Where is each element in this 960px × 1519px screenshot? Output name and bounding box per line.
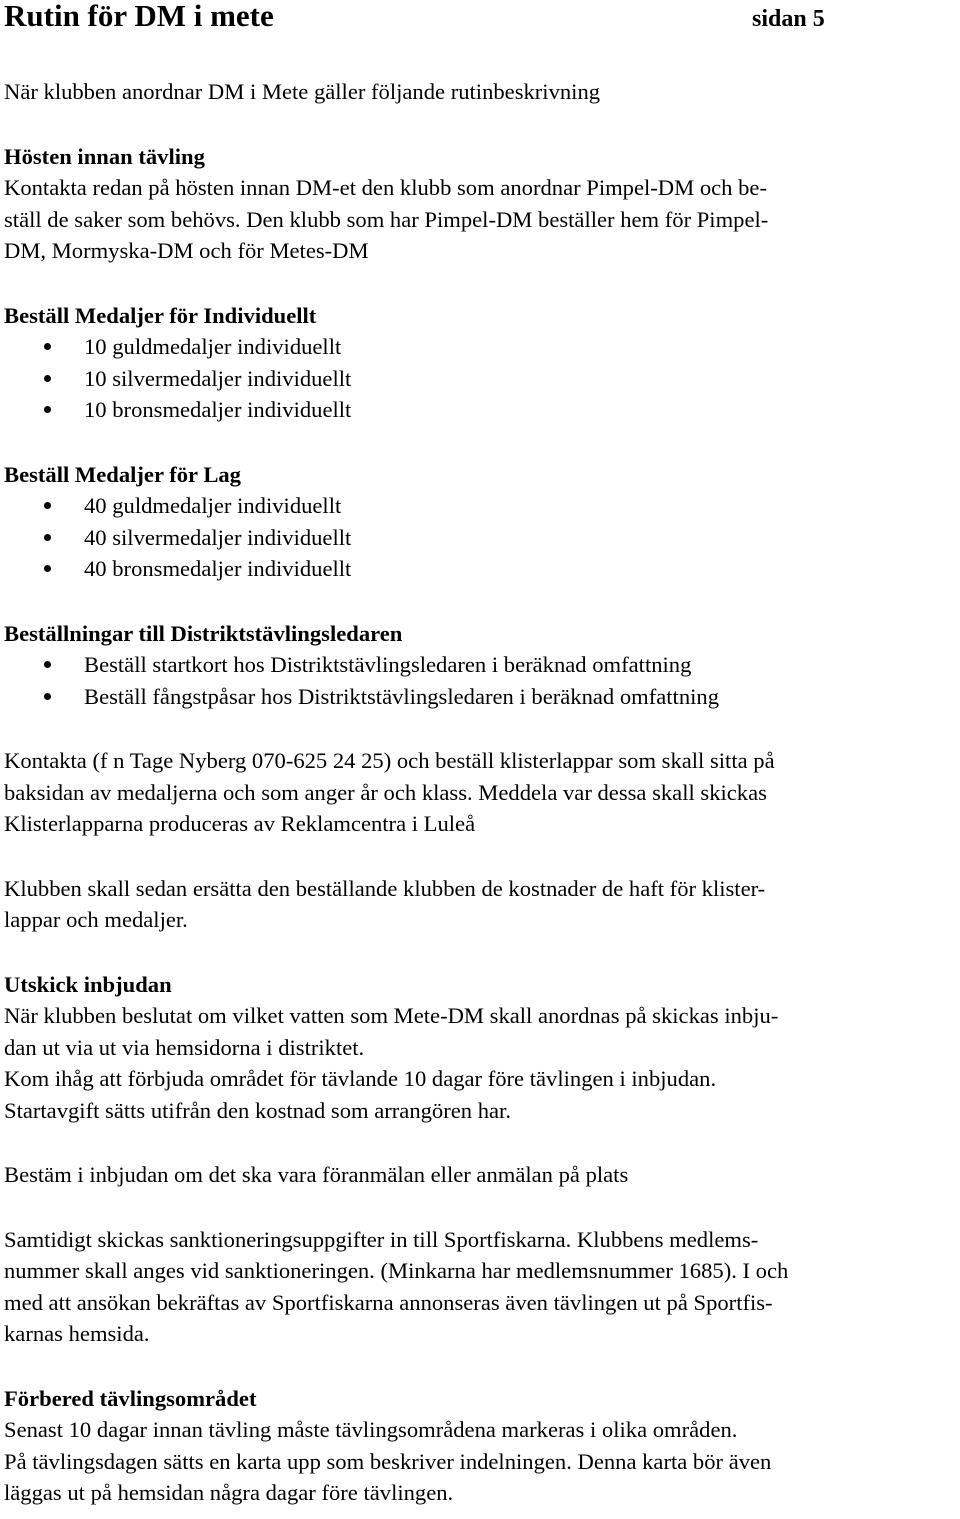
- list-item: 40 guldmedaljer individuellt: [4, 490, 944, 522]
- bullet-icon: [44, 693, 51, 700]
- section-forbered: [4, 1383, 944, 1509]
- section-heading: Beställ Medaljer för Individuellt: [4, 302, 317, 328]
- list-item: 10 bronsmedaljer individuellt: [4, 394, 944, 426]
- paragraph-line: På tävlingsdagen sätts en karta upp som beskriver indelningen. Denna karta bör även: [4, 1448, 772, 1474]
- paragraph-line: Kom ihåg att förbjuda området för tävlande 10 dagar före tävlingen i inbjudan.: [4, 1066, 717, 1091]
- list-item: Beställ fångstpåsar hos Distriktstävlingsledaren i beräknad omfattning: [4, 681, 944, 713]
- page-number: sidan 5: [752, 6, 825, 32]
- bullet-list: [4, 331, 944, 426]
- section-heading: Hösten innan tävling: [4, 143, 205, 169]
- bullet-icon: [44, 375, 51, 382]
- page-title: Rutin för DM i mete: [4, 0, 274, 33]
- section-lag: [4, 459, 944, 585]
- paragraph-line: med att ansökan bekräftas av Sportfiskarna annonseras även tävlingen ut på Sportfis-: [4, 1289, 773, 1315]
- bullet-icon: [44, 406, 51, 413]
- paragraph-line: Senast 10 dagar innan tävling måste tävlingsområdena markeras i olika områden.: [4, 1417, 738, 1442]
- paragraph-line: baksidan av medaljerna och som anger år och klass. Meddela var dessa skall skickas: [4, 779, 767, 805]
- bullet-icon: [44, 343, 51, 350]
- paragraph-line: DM, Mormyska-DM och för Metes-DM: [4, 238, 369, 263]
- section-individuellt: [4, 300, 944, 426]
- section-bestam: [4, 1159, 944, 1191]
- intro-text: När klubben anordnar DM i Mete gäller följande rutinbeskrivning: [4, 79, 601, 104]
- paragraph-line: Klisterlapparna produceras av Reklamcentra i Luleå: [4, 811, 476, 836]
- paragraph-line: dan ut via ut via hemsidorna i distriktet.: [4, 1034, 365, 1060]
- paragraph-line: När klubben beslutat om vilket vatten som Mete-DM skall anordnas på skickas inbju-: [4, 1003, 779, 1028]
- bullet-list: [4, 649, 944, 712]
- bullet-icon: [44, 661, 51, 668]
- bullet-icon: [44, 565, 51, 572]
- section-heading: Beställningar till Distriktstävlingsledaren: [4, 620, 403, 646]
- list-item: Beställ startkort hos Distriktstävlingsledaren i beräknad omfattning: [4, 649, 944, 681]
- section-kontakta: [4, 745, 944, 840]
- list-item: 40 silvermedaljer individuellt: [4, 522, 944, 554]
- paragraph-line: läggas ut på hemsidan några dagar före tävlingen.: [4, 1480, 454, 1505]
- section-distrikt: [4, 618, 944, 713]
- paragraph-line: Klubben skall sedan ersätta den beställande klubben de kostnader de haft för klister-: [4, 875, 766, 901]
- paragraph-line: Kontakta (f n Tage Nyberg 070-625 24 25) och beställ klisterlappar som skall sitta på: [4, 748, 775, 773]
- paragraph-line: karnas hemsida.: [4, 1321, 150, 1346]
- section-hosten: [4, 141, 944, 267]
- bullet-list: [4, 490, 944, 585]
- section-heading: Utskick inbjudan: [4, 971, 172, 997]
- page-header: [4, 0, 944, 40]
- section-utskick: [4, 969, 944, 1127]
- section-klubben: [4, 873, 944, 936]
- paragraph-line: Kontakta redan på hösten innan DM-et den klubb som anordnar Pimpel-DM och be-: [4, 175, 767, 200]
- paragraph-line: Samtidigt skickas sanktioneringsuppgifter in till Sportfiskarna. Klubbens medlems-: [4, 1226, 759, 1252]
- bullet-icon: [44, 534, 51, 541]
- section-samtidigt: [4, 1224, 944, 1350]
- document-page: [4, 0, 944, 1509]
- bullet-icon: [44, 502, 51, 509]
- section-heading: Förbered tävlingsområdet: [4, 1385, 257, 1411]
- paragraph-line: lappar och medaljer.: [4, 907, 188, 932]
- paragraph-line: Bestäm i inbjudan om det ska vara föranmälan eller anmälan på plats: [4, 1162, 629, 1187]
- section-heading: Beställ Medaljer för Lag: [4, 461, 241, 487]
- list-item: 10 silvermedaljer individuellt: [4, 363, 944, 395]
- list-item: 40 bronsmedaljer individuellt: [4, 553, 944, 585]
- list-item: 10 guldmedaljer individuellt: [4, 331, 944, 363]
- paragraph-line: nummer skall anges vid sanktioneringen. (Minkarna har medlemsnummer 1685). I och: [4, 1258, 789, 1283]
- paragraph-line: Startavgift sätts utifrån den kostnad som arrangören har.: [4, 1097, 511, 1123]
- paragraph-line: ställ de saker som behövs. Den klubb som har Pimpel-DM beställer hem för Pimpel-: [4, 206, 769, 232]
